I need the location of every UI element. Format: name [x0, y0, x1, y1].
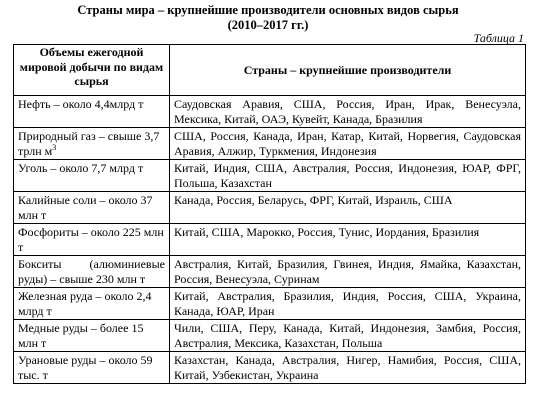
- table-row: [14, 288, 526, 320]
- table-row: [14, 160, 526, 192]
- resource-cell: [14, 128, 170, 160]
- resource-cell: Уголь – около 7,7 млрд т: [14, 160, 170, 192]
- table-row: [14, 352, 526, 384]
- countries-cell: США, Россия, Канада, Иран, Катар, Китай, Норвегия, Саудовская Аравия, Алжир, Туркмения, Индонезия: [170, 128, 526, 160]
- header-resource: Объемы ежегодной мировой добычи по видам сырья: [14, 45, 170, 96]
- table-row: [14, 192, 526, 224]
- countries-cell: Китай, Индия, США, Австралия, Россия, Индонезия, ЮАР, ФРГ, Польша, Казахстан: [170, 160, 526, 192]
- table-row: [14, 224, 526, 256]
- resource-cell: Урановые руды – около 59 тыс. т: [14, 352, 170, 384]
- countries-cell: Саудовская Аравия, США, Россия, Иран, Ирак, Венесуэла, Мексика, Китай, ОАЭ, Кувейт, Канада, Бразилия: [170, 96, 526, 128]
- countries-cell: Китай, Австралия, Бразилия, Индия, Россия, США, Украина, Канада, ЮАР, Иран: [170, 288, 526, 320]
- table-row: [14, 256, 526, 288]
- table-row: [14, 96, 526, 128]
- countries-cell: Китай, США, Марокко, Россия, Тунис, Иордания, Бразилия: [170, 224, 526, 256]
- table-row: [14, 320, 526, 352]
- resource-cell: Железная руда – около 2,4 млрд т: [14, 288, 170, 320]
- header-row: [14, 45, 526, 96]
- table-caption: Таблица 1: [473, 31, 524, 45]
- resource-cell: Фосфориты – около 225 млн т: [14, 224, 170, 256]
- resource-gas-text: Природный газ – свыше 3,7 трлн м: [18, 129, 160, 158]
- resource-cell: Нефть – около 4,4млрд т: [14, 96, 170, 128]
- resource-cell: Калийные соли – около 37 млн т: [14, 192, 170, 224]
- resource-cell: Медные руды – более 15 млн т: [14, 320, 170, 352]
- countries-cell: Казахстан, Канада, Австралия, Нигер, Намибия, Россия, США, Китай, Узбекистан, Украина: [170, 352, 526, 384]
- table-row: [14, 128, 526, 160]
- countries-cell: Чили, США, Перу, Канада, Китай, Индонезия, Замбия, Россия, Австралия, Мексика, Казахстан, Польша: [170, 320, 526, 352]
- table-title-line-2: (2010–2017 гг.): [227, 18, 309, 32]
- header-countries: Страны – крупнейшие производители: [170, 45, 526, 96]
- table-title-line-1: Страны мира – крупнейшие производители основных видов сырья: [77, 3, 459, 17]
- countries-cell: Австралия, Китай, Бразилия, Гвинея, Индия, Ямайка, Казахстан, Россия, Венесуэла, Суринам: [170, 256, 526, 288]
- resource-cell: Бокситы (алюминиевые руды) – свыше 230 млн т: [14, 256, 170, 288]
- table-title: [0, 3, 536, 33]
- superscript-3: 3: [52, 142, 57, 152]
- countries-cell: Канада, Россия, Беларусь, ФРГ, Китай, Израиль, США: [170, 192, 526, 224]
- producers-table: [13, 44, 526, 384]
